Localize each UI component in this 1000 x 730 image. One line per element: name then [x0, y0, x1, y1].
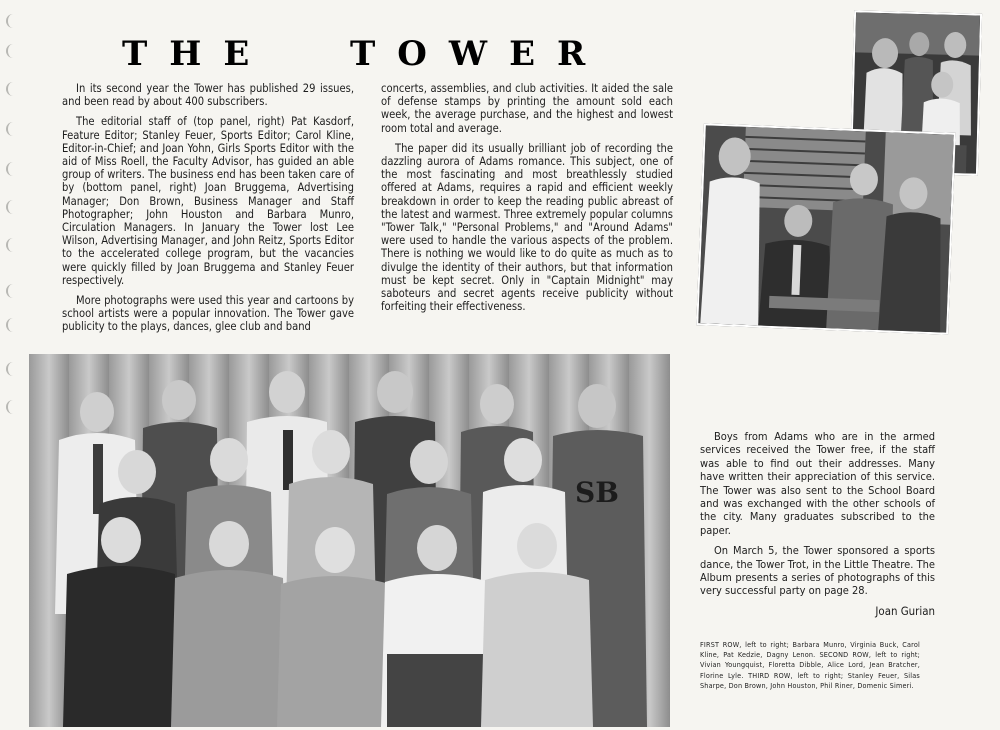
photo-caption: FIRST ROW, left to right; Barbara Munro, Virginia Buck, Carol Kline, Pat Kedzie, Dagny Lenon. SECOND ROW, left to right; Vivian Youngquist, Floretta Dibble, Alice Lord, Jean Bratcher, Florine Lyle. THIRD ROW, left to right; Stanley Feuer, Silas Sharpe, Don Brown, John Houston, Phil Riner, Domenic Simeri.	[700, 640, 920, 690]
binding-hole	[6, 44, 18, 58]
paragraph: The paper did its usually brilliant job of recording the dazzling aurora of Adams romance. This subject, one of the most fascinating and most breathlessly studied offered at Adams, requires a rapid and efficient weekly breakdown in order to keep the reading public abreast of the latest and warmest. Three extremely popular columns "Tower Talk," "Personal Problems," and "Around Adams" were used to handle the various aspects of the problem. There is nothing we would like to do quite as much as to divulge the identity of their authors, but that information must be kept secret. Only in "Captain Midnight" may saboteurs and secret agents receive publicity without forfeiting their effectiveness.	[381, 141, 673, 314]
binding-hole	[6, 82, 18, 96]
binding-hole	[6, 200, 18, 214]
article-column-2	[381, 82, 673, 320]
paragraph: In its second year the Tower has published 29 issues, and been read by about 400 subscribers.	[62, 82, 354, 109]
paragraph: Boys from Adams who are in the armed services received the Tower free, if the staff was able to find out their addresses. Many have written their appreciation of this service. The Tower was also sent to the School Board and was exchanged with the other schools of the city. Many graduates subscribed to the paper.	[700, 430, 935, 537]
binding-hole	[6, 162, 18, 176]
binding-hole	[6, 122, 18, 136]
paragraph: The editorial staff of (top panel, right) Pat Kasdorf, Feature Editor; Stanley Feuer, Sports Editor; Carol Kline, Editor-in-Chief; and Joan Yohn, Girls Sports Editor with the aid of Miss Roell, the Faculty Advisor, has guided an able group of writers. The business end has been taken care of by (bottom panel, right) Joan Bruggema, Advertising Manager; Don Brown, Business Manager and Staff Photographer; John Houston and Barbara Munro, Circulation Managers. In January the Tower lost Lee Wilson, Advertising Manager, and John Reitz, Sports Editor to the accelerated college program, but the vacancies were quickly filled by Joan Bruggema and Stanley Feuer respectively.	[62, 115, 354, 287]
binding-hole	[6, 400, 18, 414]
title-word-tower: TOWER	[350, 34, 608, 74]
binding-hole	[6, 14, 18, 28]
title-word-the: THE	[122, 34, 272, 74]
svg-text:SB: SB	[575, 476, 619, 509]
business-staff-photo	[696, 123, 956, 335]
photo-illustration	[29, 354, 670, 727]
binding-holes	[2, 0, 22, 730]
paragraph: More photographs were used this year and cartoons by school artists were a popular innovation. The Tower gave publicity to the plays, dances, glee club and band	[62, 294, 354, 334]
article-column-1	[62, 82, 354, 341]
binding-hole	[6, 284, 18, 298]
paragraph: On March 5, the Tower sponsored a sports dance, the Tower Trot, in the Little Theatre. The Album presents a series of photographs of this very successful party on page 28.	[700, 544, 935, 598]
article-right-column	[700, 430, 935, 618]
binding-hole	[6, 318, 18, 332]
binding-hole	[6, 362, 18, 376]
binding-hole	[6, 238, 18, 252]
paragraph: concerts, assemblies, and club activities. It aided the sale of defense stamps by printing the amount sold each week, the average purchase, and the highest and lowest room total and average.	[381, 82, 673, 135]
photo-illustration	[698, 125, 953, 332]
group-photo	[29, 354, 670, 727]
author-signature: Joan Gurian	[875, 603, 935, 618]
